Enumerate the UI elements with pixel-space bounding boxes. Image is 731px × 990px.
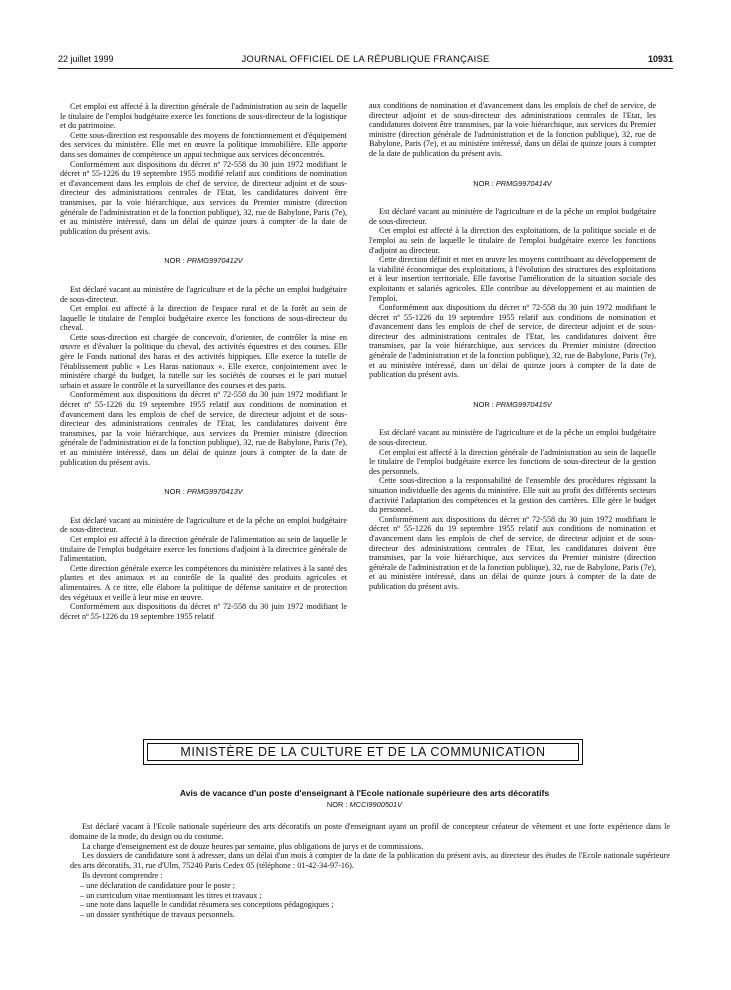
nor-code: PRMG9970412V <box>186 256 243 266</box>
list-item: – une déclaration de candidature pour le poste ; <box>80 880 236 890</box>
paragraph: Est déclaré vacant au ministère de l'agriculture et de la pêche un emploi budgétaire de sous-directeur. <box>369 428 656 448</box>
paragraph: Conformément aux dispositions du décret nº 72-558 du 30 juin 1972 modifiant le décret nº 55-1226 du 19 septembre 1955 relatif aux conditions de nomination et d'avancement dans les emplois de chef de service, de directeur adjoint et de sous-directeur des administrations centrales de l'Etat, les candidatures doivent être transmises, par la voie hiérarchique, aux services du Premier ministre (direction générale de l'administration et de la fonction publique), 32, rue de Babylone, Paris (7e), et au ministère intéressé, dans un délai de quinze jours à compter de la date de publication du présent avis. <box>60 390 347 467</box>
nor-code: PRMG9970413V <box>186 487 243 497</box>
ministry-banner <box>143 739 583 765</box>
paragraph: Cette direction générale exerce les compétences du ministère relatives à la santé des plantes et des animaux et au contrôle de la qualité des produits agricoles et alimentaires. A ce titre, elle élabore la politique de défense sanitaire et de protection des végétaux et veille à leur mise en œuvre. <box>60 563 347 602</box>
left-column <box>60 102 347 621</box>
ministry-title: MINISTÈRE DE LA CULTURE ET DE LA COMMUNICATION <box>147 743 579 761</box>
header-date: 22 juillet 1999 <box>58 54 114 64</box>
nor-reference <box>60 256 347 266</box>
paragraph: La charge d'enseignement est de douze heures par semaine, plus obligations de jurys et de commissions. <box>82 841 424 851</box>
paragraph: Les dossiers de candidature sont à adresser, dans un délai d'un mois à compter de la date de la publication du présent avis, au directeur des études de l'Ecole nationale supérieure des arts décoratifs, 31, rue d'Ulm, 75240 Paris Cedex 05 (téléphone : 01-42-34-97-16). <box>70 851 670 871</box>
nor-label: NOR : <box>326 800 348 809</box>
paragraph: Ils devront comprendre : <box>82 870 163 880</box>
paragraph: Cette sous-direction a la responsabilité de l'ensemble des procédures régissant la situation individuelle des agents du ministère. Elle suit au profit des différents secteurs d'activité l'adaptation des compétences et la gestion des carrières. Elle gère le budget du personnel. <box>369 476 656 515</box>
list-item: – un dossier synthétique de travaux personnels. <box>80 910 235 920</box>
paragraph: Est déclaré vacant à l'Ecole nationale supérieure des arts décoratifs un poste d'enseignant ayant un profil de concepteur créateur de vêtement et une forte expérience dans le domaine de la mode, du design ou du costume. <box>70 822 670 841</box>
paragraph: Est déclaré vacant au ministère de l'agriculture et de la pêche un emploi budgétaire de sous-directeur. <box>369 207 656 226</box>
nor-reference <box>369 400 656 410</box>
paragraph: Cet emploi est affecté à la direction générale de l'alimentation au sein de laquelle le titulaire de l'emploi budgétaire exerce les fonctions d'adjoint à la directrice générale de l'alimentation. <box>60 534 347 564</box>
paragraph: Est déclaré vacant au ministère de l'agriculture et de la pêche un emploi budgétaire de sous-directeur. <box>60 515 347 535</box>
paragraph: Conformément aux dispositions du décret nº 72-558 du 30 juin 1972 modifiant le décret nº 55-1226 du 19 septembre 1955 relatif <box>60 602 347 621</box>
header-rule <box>58 68 673 69</box>
nor-label: NOR : <box>473 399 494 409</box>
avis-title: Avis de vacance d'un poste d'enseignant à l'Ecole nationale supérieure des arts décoratifs <box>179 788 550 798</box>
journal-title: JOURNAL OFFICIEL DE LA RÉPUBLIQUE FRANÇAISE <box>241 54 490 65</box>
avis-body <box>70 822 670 920</box>
paragraph: Conformément aux dispositions du décret nº 72-558 du 30 juin 1972 modifiant le décret nº 55-1226 du 19 septembre 1955 modifié relatif aux conditions de nomination et d'avancement dans les emplois de chef de service, de directeur adjoint et de sous-directeur des administrations centrales de l'Etat, les candidatures doivent être transmises, par la voie hiérarchique, aux services du Premier ministre (direction générale de l'administration et de la fonction publique), 32, rue de Babylone, Paris (7e), et au ministère intéressé, dans un délai de quinze jours à compter de la date de publication du présent avis. <box>60 159 347 236</box>
nor-code: MCCI9900501V <box>349 800 403 809</box>
page-number: 10931 <box>647 54 673 64</box>
page-header <box>58 54 673 68</box>
nor-code: PRMG9970415V <box>495 399 552 409</box>
nor-label: NOR : <box>164 487 185 497</box>
paragraph: Cet emploi est affecté à la direction de l'espace rural et de la forêt au sein de laquelle le titulaire de l'emploi budgétaire exerce les fonctions de sous-directeur du cheval. <box>60 304 347 333</box>
paragraph: Cette sous-direction est responsable des moyens de fonctionnement et d'équipement des services du ministère. Elle met en œuvre la politique immobilière. Elle apporte dans ses domaines de compétence un appui technique aux services déconcentrés. <box>60 130 347 159</box>
list-item: – une note dans laquelle le candidat résumera ses conceptions pédagogiques ; <box>80 900 334 910</box>
nor-reference <box>60 800 669 809</box>
nor-reference <box>60 487 347 497</box>
paragraph: Cette direction définit et met en œuvre les moyens contribuant au développement de la viabilité économique des exploitations, à l'évolution des structures des exploitations et à leur insertion territoriale. Elle favorise l'amélioration de la situation sociale des exploitants et salariés agricoles. Elle contribue au développement et au maintien de l'emploi. <box>369 255 656 303</box>
nor-code: PRMG9970414V <box>495 178 552 188</box>
paragraph: Cet emploi est affecté à la direction des exploitations, de la politique sociale et de l'emploi au sein de laquelle le titulaire de l'emploi budgétaire exerce les fonctions d'adjoint au directeur. <box>369 226 656 255</box>
paragraph: Est déclaré vacant au ministère de l'agriculture et de la pêche un emploi budgétaire de sous-directeur. <box>60 284 347 304</box>
paragraph: aux conditions de nomination et d'avancement dans les emplois de chef de service, de directeur adjoint et de sous-directeur des administrations centrales de l'Etat, les candidatures doivent être transmises, par la voie hiérarchique, aux services du Premier ministre (direction générale de l'administration et de la fonction publique), 32, rue de Babylone, Paris (7e), et au ministère intéressé, dans un délai de quinze jours à compter de la date de publication du présent avis. <box>369 101 656 158</box>
paragraph: Cet emploi est affecté à la direction générale de l'administration au sein de laquelle le titulaire de l'emploi budgétaire exerce les fonctions de sous-directeur de la gestion des personnels. <box>369 447 656 476</box>
nor-reference <box>369 179 656 189</box>
paragraph: Cette sous-direction est chargée de concevoir, d'orienter, de contrôler la mise en œuvre et d'évaluer la politique du cheval, des activités équestres et des courses. Elle gère le Fonds national des haras et des activités hippiques. Elle exerce la tutelle de l'établissement public « Les Haras nationaux ». Elle exerce, conjointement avec le ministère chargé du budget, la tutelle sur les sociétés de courses et le pari mutuel urbain et assure le contrôle et la surveillance des courses et des paris. <box>60 332 347 390</box>
nor-label: NOR : <box>164 256 185 266</box>
list-item: – un curriculum vitae mentionnant les titres et travaux ; <box>80 890 262 900</box>
paragraph: Conformément aux dispositions du décret nº 72-558 du 30 juin 1972 modifiant le décret nº 55-1226 du 19 septembre 1955 relatif aux conditions de nomination et d'avancement dans les emplois de chef de service, de directeur adjoint et de sous-directeur des administrations centrales de l'Etat, les candidatures doivent être transmises, par la voie hiérarchique, aux services du Premier ministre (direction générale de l'administration et de la fonction publique), 32, rue de Babylone, Paris (7e), et au ministère intéressé, dans un délai de quinze jours à compter de la date de publication du présent avis. <box>369 514 656 591</box>
nor-label: NOR : <box>473 178 494 188</box>
paragraph: Conformément aux dispositions du décret nº 72-558 du 30 juin 1972 modifiant le décret nº 55-1226 du 19 septembre 1955 relatif aux conditions de nomination et d'avancement dans les emplois de chef de service, de directeur adjoint et de sous-directeur des administrations centrales de l'Etat, les candidatures doivent être transmises, par la voie hiérarchique, aux services du Premier ministre (direction générale de l'administration et de la fonction publique), 32, rue de Babylone, Paris (7e), et au ministère intéressé, dans un délai de quinze jours à compter de la date de publication du présent avis. <box>369 303 656 380</box>
right-column <box>369 101 656 592</box>
paragraph: Cet emploi est affecté à la direction générale de l'administration au sein de laquelle le titulaire de l'emploi budgétaire exerce les fonctions de sous-directeur de la logistique et du patrimoine. <box>60 102 347 131</box>
